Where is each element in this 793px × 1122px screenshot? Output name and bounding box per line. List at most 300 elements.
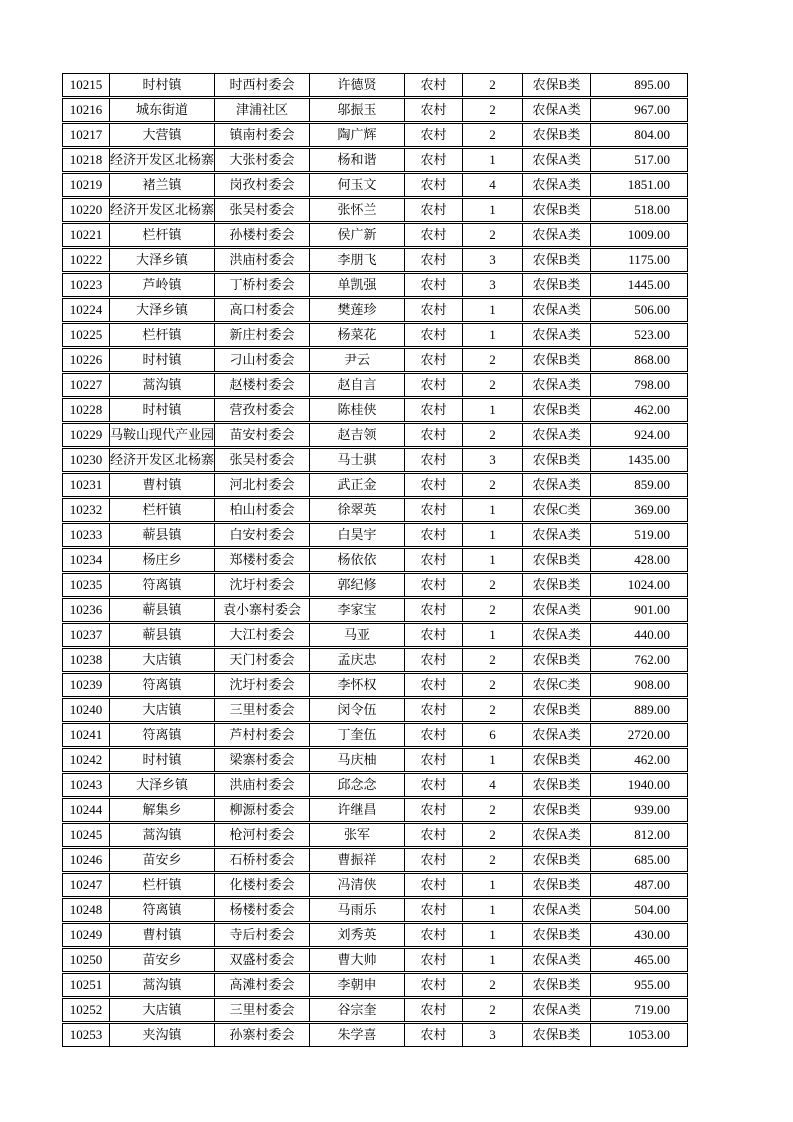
cell-amount: 1940.00 [591,773,688,797]
table-row [62,173,688,197]
cell-residence-type: 农村 [405,873,463,897]
cell-amount: 812.00 [591,823,688,847]
cell-person-name: 张怀兰 [310,198,405,222]
cell-town: 栏杆镇 [110,498,215,522]
cell-amount: 939.00 [591,798,688,822]
cell-person-count: 1 [463,398,523,422]
cell-town: 栏杆镇 [110,323,215,347]
cell-person-count: 1 [463,548,523,572]
cell-amount: 519.00 [591,523,688,547]
cell-residence-type: 农村 [405,548,463,572]
cell-town: 蕲县镇 [110,523,215,547]
table-row [62,573,688,597]
cell-residence-type: 农村 [405,573,463,597]
cell-amount: 924.00 [591,423,688,447]
table-row [62,73,688,97]
cell-amount: 517.00 [591,148,688,172]
cell-record-id: 10230 [62,448,110,472]
cell-insurance-category: 农保A类 [523,723,591,747]
cell-record-id: 10242 [62,748,110,772]
cell-person-count: 2 [463,348,523,372]
cell-amount: 506.00 [591,298,688,322]
table-row [62,248,688,272]
cell-residence-type: 农村 [405,1023,463,1047]
table-row [62,648,688,672]
cell-village-committee: 时西村委会 [215,73,310,97]
cell-village-committee: 孙楼村委会 [215,223,310,247]
cell-village-committee: 高滩村委会 [215,973,310,997]
cell-record-id: 10216 [62,98,110,122]
cell-residence-type: 农村 [405,98,463,122]
cell-residence-type: 农村 [405,123,463,147]
cell-town: 栏杆镇 [110,223,215,247]
cell-residence-type: 农村 [405,148,463,172]
cell-town: 蒿沟镇 [110,373,215,397]
table-row [62,598,688,622]
cell-person-count: 2 [463,973,523,997]
cell-person-count: 2 [463,648,523,672]
cell-person-name: 曹大帅 [310,948,405,972]
cell-village-committee: 天门村委会 [215,648,310,672]
cell-person-count: 2 [463,998,523,1022]
cell-village-committee: 郑楼村委会 [215,548,310,572]
cell-record-id: 10231 [62,473,110,497]
cell-record-id: 10239 [62,673,110,697]
cell-amount: 1445.00 [591,273,688,297]
cell-town: 褚兰镇 [110,173,215,197]
cell-village-committee: 河北村委会 [215,473,310,497]
cell-record-id: 10224 [62,298,110,322]
cell-town: 符离镇 [110,723,215,747]
cell-amount: 955.00 [591,973,688,997]
cell-amount: 967.00 [591,98,688,122]
cell-residence-type: 农村 [405,273,463,297]
cell-village-committee: 丁桥村委会 [215,273,310,297]
cell-insurance-category: 农保A类 [523,373,591,397]
cell-village-committee: 枪河村委会 [215,823,310,847]
table-row [62,823,688,847]
cell-insurance-category: 农保B类 [523,923,591,947]
cell-record-id: 10240 [62,698,110,722]
cell-town: 苗安乡 [110,948,215,972]
cell-person-count: 3 [463,448,523,472]
cell-person-name: 冯清侠 [310,873,405,897]
cell-record-id: 10223 [62,273,110,297]
cell-insurance-category: 农保B类 [523,648,591,672]
cell-residence-type: 农村 [405,373,463,397]
cell-insurance-category: 农保A类 [523,898,591,922]
cell-person-count: 1 [463,498,523,522]
cell-town: 蒿沟镇 [110,823,215,847]
cell-residence-type: 农村 [405,448,463,472]
cell-amount: 440.00 [591,623,688,647]
cell-amount: 1851.00 [591,173,688,197]
cell-village-committee: 白安村委会 [215,523,310,547]
cell-village-committee: 张吴村委会 [215,448,310,472]
cell-record-id: 10251 [62,973,110,997]
cell-insurance-category: 农保B类 [523,248,591,272]
cell-insurance-category: 农保A类 [523,423,591,447]
cell-insurance-category: 农保A类 [523,223,591,247]
cell-person-count: 1 [463,873,523,897]
cell-person-name: 马士骐 [310,448,405,472]
cell-amount: 1024.00 [591,573,688,597]
cell-insurance-category: 农保B类 [523,973,591,997]
cell-residence-type: 农村 [405,73,463,97]
table-row [62,873,688,897]
cell-person-count: 3 [463,248,523,272]
cell-amount: 1009.00 [591,223,688,247]
cell-person-count: 2 [463,598,523,622]
table-row [62,998,688,1022]
cell-person-name: 单凯强 [310,273,405,297]
cell-amount: 369.00 [591,498,688,522]
cell-residence-type: 农村 [405,998,463,1022]
cell-town: 大店镇 [110,698,215,722]
cell-insurance-category: 农保B类 [523,873,591,897]
table-row [62,98,688,122]
cell-insurance-category: 农保B类 [523,798,591,822]
cell-residence-type: 农村 [405,898,463,922]
table-row [62,473,688,497]
cell-record-id: 10249 [62,923,110,947]
cell-town: 大泽乡镇 [110,773,215,797]
table-row [62,498,688,522]
cell-person-name: 刘秀英 [310,923,405,947]
cell-village-committee: 营孜村委会 [215,398,310,422]
cell-insurance-category: 农保B类 [523,73,591,97]
cell-person-count: 2 [463,473,523,497]
cell-residence-type: 农村 [405,823,463,847]
cell-record-id: 10241 [62,723,110,747]
cell-person-name: 谷宗奎 [310,998,405,1022]
cell-person-name: 马庆柚 [310,748,405,772]
cell-town: 大营镇 [110,123,215,147]
cell-person-name: 闵令伍 [310,698,405,722]
cell-village-committee: 洪庙村委会 [215,248,310,272]
cell-insurance-category: 农保B类 [523,548,591,572]
cell-residence-type: 农村 [405,748,463,772]
cell-village-committee: 袁小寨村委会 [215,598,310,622]
cell-person-name: 赵自言 [310,373,405,397]
cell-record-id: 10227 [62,373,110,397]
cell-amount: 1435.00 [591,448,688,472]
cell-amount: 487.00 [591,873,688,897]
cell-village-committee: 岗孜村委会 [215,173,310,197]
cell-village-committee: 寺后村委会 [215,923,310,947]
table-row [62,623,688,647]
cell-record-id: 10232 [62,498,110,522]
cell-person-name: 许德贤 [310,73,405,97]
cell-person-count: 1 [463,623,523,647]
cell-village-committee: 镇南村委会 [215,123,310,147]
cell-village-committee: 杨楼村委会 [215,898,310,922]
cell-residence-type: 农村 [405,473,463,497]
cell-record-id: 10247 [62,873,110,897]
cell-village-committee: 孙寨村委会 [215,1023,310,1047]
cell-town: 符离镇 [110,898,215,922]
cell-residence-type: 农村 [405,973,463,997]
cell-residence-type: 农村 [405,948,463,972]
cell-residence-type: 农村 [405,523,463,547]
cell-record-id: 10234 [62,548,110,572]
cell-town: 符离镇 [110,673,215,697]
cell-village-committee: 刁山村委会 [215,348,310,372]
cell-person-name: 李家宝 [310,598,405,622]
cell-person-name: 许继昌 [310,798,405,822]
cell-person-name: 陈桂侠 [310,398,405,422]
cell-person-count: 2 [463,573,523,597]
cell-town: 蕲县镇 [110,623,215,647]
cell-insurance-category: 农保A类 [523,998,591,1022]
cell-village-committee: 三里村委会 [215,998,310,1022]
table-row [62,723,688,747]
cell-insurance-category: 农保B类 [523,1023,591,1047]
cell-town: 时村镇 [110,348,215,372]
cell-person-name: 李朋飞 [310,248,405,272]
cell-town: 大泽乡镇 [110,298,215,322]
cell-person-name: 马亚 [310,623,405,647]
cell-town: 曹村镇 [110,923,215,947]
cell-amount: 719.00 [591,998,688,1022]
cell-residence-type: 农村 [405,648,463,672]
cell-person-count: 2 [463,223,523,247]
table-row [62,748,688,772]
cell-town: 杨庄乡 [110,548,215,572]
cell-village-committee: 大江村委会 [215,623,310,647]
cell-residence-type: 农村 [405,848,463,872]
cell-person-count: 1 [463,523,523,547]
cell-person-count: 2 [463,798,523,822]
cell-record-id: 10225 [62,323,110,347]
cell-record-id: 10228 [62,398,110,422]
cell-person-name: 孟庆忠 [310,648,405,672]
cell-record-id: 10236 [62,598,110,622]
cell-insurance-category: 农保B类 [523,198,591,222]
cell-person-name: 陶广辉 [310,123,405,147]
cell-amount: 1175.00 [591,248,688,272]
cell-insurance-category: 农保A类 [523,523,591,547]
table-row [62,948,688,972]
cell-village-committee: 梁寨村委会 [215,748,310,772]
cell-amount: 868.00 [591,348,688,372]
cell-person-name: 邬振玉 [310,98,405,122]
cell-residence-type: 农村 [405,223,463,247]
cell-person-count: 1 [463,948,523,972]
cell-amount: 908.00 [591,673,688,697]
cell-record-id: 10237 [62,623,110,647]
cell-insurance-category: 农保B类 [523,123,591,147]
cell-town: 大店镇 [110,648,215,672]
cell-person-count: 1 [463,748,523,772]
cell-amount: 804.00 [591,123,688,147]
table-row [62,223,688,247]
cell-residence-type: 农村 [405,598,463,622]
cell-residence-type: 农村 [405,498,463,522]
cell-amount: 430.00 [591,923,688,947]
table-row [62,298,688,322]
cell-insurance-category: 农保A类 [523,473,591,497]
cell-record-id: 10221 [62,223,110,247]
cell-town: 芦岭镇 [110,273,215,297]
cell-person-name: 杨依依 [310,548,405,572]
cell-village-committee: 苗安村委会 [215,423,310,447]
cell-record-id: 10253 [62,1023,110,1047]
cell-village-committee: 沈圩村委会 [215,573,310,597]
cell-record-id: 10246 [62,848,110,872]
cell-amount: 504.00 [591,898,688,922]
table-row [62,448,688,472]
cell-record-id: 10238 [62,648,110,672]
cell-person-count: 2 [463,373,523,397]
cell-person-count: 2 [463,73,523,97]
cell-residence-type: 农村 [405,773,463,797]
cell-person-name: 白昊宇 [310,523,405,547]
cell-insurance-category: 农保B类 [523,748,591,772]
cell-amount: 428.00 [591,548,688,572]
cell-insurance-category: 农保B类 [523,848,591,872]
cell-village-committee: 石桥村委会 [215,848,310,872]
cell-amount: 2720.00 [591,723,688,747]
table-row [62,1023,688,1047]
cell-residence-type: 农村 [405,673,463,697]
cell-amount: 762.00 [591,648,688,672]
table-row [62,148,688,172]
cell-amount: 889.00 [591,698,688,722]
cell-person-count: 1 [463,298,523,322]
table-row [62,273,688,297]
cell-town: 马鞍山现代产业园 [110,423,215,447]
table-row [62,398,688,422]
cell-village-committee: 柳源村委会 [215,798,310,822]
table-row [62,773,688,797]
cell-person-count: 1 [463,323,523,347]
cell-village-committee: 新庄村委会 [215,323,310,347]
cell-amount: 465.00 [591,948,688,972]
table-row [62,323,688,347]
cell-record-id: 10217 [62,123,110,147]
cell-residence-type: 农村 [405,348,463,372]
cell-person-name: 尹云 [310,348,405,372]
cell-record-id: 10252 [62,998,110,1022]
cell-insurance-category: 农保B类 [523,698,591,722]
cell-person-name: 曹振祥 [310,848,405,872]
cell-person-count: 1 [463,923,523,947]
cell-residence-type: 农村 [405,323,463,347]
cell-person-count: 3 [463,1023,523,1047]
cell-village-committee: 张吴村委会 [215,198,310,222]
cell-person-count: 1 [463,898,523,922]
cell-insurance-category: 农保B类 [523,398,591,422]
table-row [62,373,688,397]
cell-person-count: 4 [463,773,523,797]
cell-insurance-category: 农保C类 [523,498,591,522]
cell-insurance-category: 农保A类 [523,298,591,322]
cell-person-name: 朱学喜 [310,1023,405,1047]
cell-insurance-category: 农保B类 [523,573,591,597]
cell-amount: 518.00 [591,198,688,222]
cell-person-count: 1 [463,148,523,172]
cell-insurance-category: 农保A类 [523,948,591,972]
table-row [62,423,688,447]
cell-insurance-category: 农保C类 [523,673,591,697]
records-table [62,72,688,1048]
cell-insurance-category: 农保A类 [523,173,591,197]
cell-town: 经济开发区北杨寨 [110,198,215,222]
cell-amount: 859.00 [591,473,688,497]
cell-residence-type: 农村 [405,623,463,647]
cell-residence-type: 农村 [405,398,463,422]
cell-amount: 798.00 [591,373,688,397]
cell-town: 时村镇 [110,73,215,97]
cell-residence-type: 农村 [405,698,463,722]
cell-amount: 462.00 [591,398,688,422]
cell-town: 经济开发区北杨寨 [110,448,215,472]
cell-person-name: 马雨乐 [310,898,405,922]
cell-record-id: 10218 [62,148,110,172]
cell-town: 时村镇 [110,398,215,422]
cell-record-id: 10250 [62,948,110,972]
cell-person-name: 赵吉领 [310,423,405,447]
cell-person-name: 邱念念 [310,773,405,797]
cell-village-committee: 赵楼村委会 [215,373,310,397]
table-row [62,123,688,147]
table-row [62,898,688,922]
cell-person-name: 李怀权 [310,673,405,697]
cell-town: 经济开发区北杨寨 [110,148,215,172]
records-table-body [62,73,688,1047]
cell-village-committee: 大张村委会 [215,148,310,172]
cell-record-id: 10215 [62,73,110,97]
cell-amount: 462.00 [591,748,688,772]
cell-residence-type: 农村 [405,173,463,197]
cell-insurance-category: 农保A类 [523,323,591,347]
cell-person-name: 樊莲珍 [310,298,405,322]
cell-record-id: 10229 [62,423,110,447]
cell-person-name: 杨菜花 [310,323,405,347]
cell-person-name: 杨和谐 [310,148,405,172]
cell-insurance-category: 农保B类 [523,348,591,372]
cell-town: 蒿沟镇 [110,973,215,997]
cell-amount: 523.00 [591,323,688,347]
cell-record-id: 10226 [62,348,110,372]
cell-insurance-category: 农保A类 [523,598,591,622]
cell-person-name: 何玉文 [310,173,405,197]
table-row [62,548,688,572]
cell-person-count: 2 [463,98,523,122]
cell-insurance-category: 农保A类 [523,98,591,122]
table-row [62,698,688,722]
cell-person-count: 6 [463,723,523,747]
cell-town: 时村镇 [110,748,215,772]
cell-person-name: 郭纪修 [310,573,405,597]
cell-town: 大店镇 [110,998,215,1022]
cell-person-count: 2 [463,848,523,872]
table-row [62,348,688,372]
cell-person-count: 2 [463,673,523,697]
cell-record-id: 10245 [62,823,110,847]
cell-town: 苗安乡 [110,848,215,872]
cell-town: 夹沟镇 [110,1023,215,1047]
table-row [62,673,688,697]
cell-residence-type: 农村 [405,723,463,747]
cell-residence-type: 农村 [405,298,463,322]
cell-village-committee: 柏山村委会 [215,498,310,522]
cell-amount: 1053.00 [591,1023,688,1047]
cell-residence-type: 农村 [405,248,463,272]
cell-person-name: 丁奎伍 [310,723,405,747]
table-row [62,973,688,997]
